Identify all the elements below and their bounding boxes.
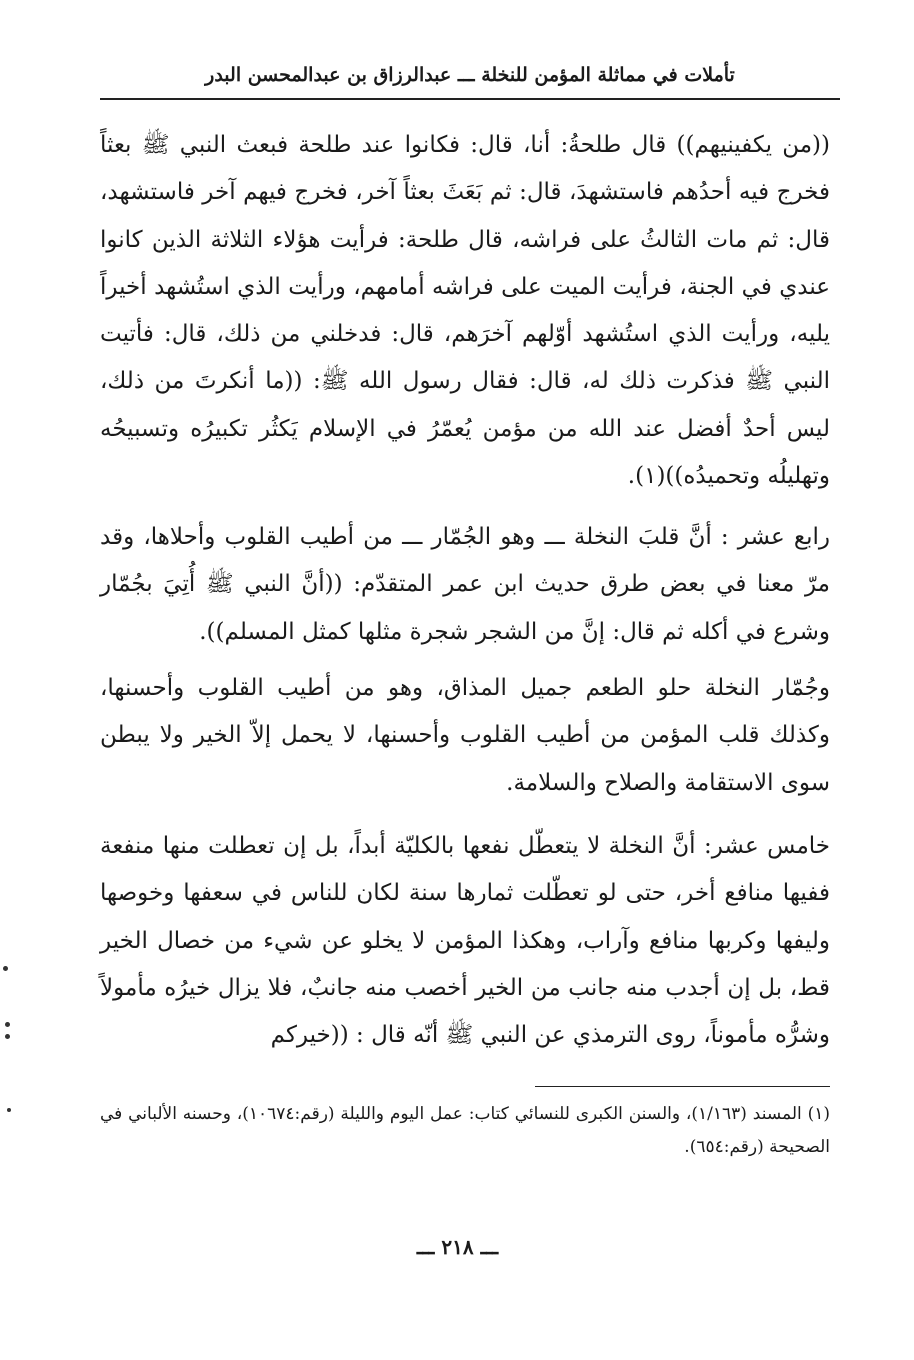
scan-speck-mark xyxy=(5,1022,10,1027)
page-number: ـــ ٢١٨ ـــ xyxy=(416,1235,499,1259)
paragraph-jummar-sweetness: وجُمّار النخلة حلو الطعم جميل المذاق، وهو من أطيب القلوب وأحسنها، وكذلك قلب المؤمن من أطيب القلوب وأحسنها، لا يحمل إلاّ الخير ولا يبطن سوى الاستقامة والصلاح والسلامة. xyxy=(100,675,830,796)
paragraph-talha-hadith: ((من يكفينيهم)) قال طلحةُ: أنا، قال: فكانوا عند طلحة فبعث النبي ﷺ بعثاً فخرج فيه أحدُهم فاستشهدَ، قال: ثم بَعَثَ بعثاً آخر، فخرج فيهم آخر فاستشهد، قال: ثم مات الثالثُ على فراشه، قال طلحة: فرأيت هؤلاء الثلاثة الذين كانوا عندي في الجنة، فرأيت الميت على فراشه أمامهم، ورأيت الذي استُشهد أخيراً يليه، ورأيت الذي استُشهد أوّلهم آخرَهم، قال: فدخلني من ذلك، قال: فأتيت النبي ﷺ فذكرت ذلك له، قال: فقال رسول الله ﷺ: ((ما أنكرتَ من ذلك، ليس أحدٌ أفضل عند الله من مؤمن يُعمّرُ في الإسلام يَكثُر تكبيرُه وتسبيحُه وتهليلُه وتحميدُه))(١). xyxy=(100,132,830,490)
scan-speck-mark xyxy=(7,1108,11,1112)
running-header: تأملات في مماثلة المؤمن للنخلة ـــ عبدالرزاق بن عبدالمحسن البدر xyxy=(205,64,735,86)
paragraph-fourteenth-point: رابع عشر : أنَّ قلبَ النخلة ـــ وهو الجُمّار ـــ من أطيب القلوب وأحلاها، وقد مرّ معنا في بعض طرق حديث ابن عمر المتقدّم: ((أنَّ النبي ﷺ أُتِيَ بجُمّار وشرع في أكله ثم قال: إنَّ من الشجر شجرة مثلها كمثل المسلم)). xyxy=(100,524,830,645)
header-divider xyxy=(100,98,840,100)
scan-speck-mark xyxy=(5,1034,10,1039)
footnote-divider xyxy=(535,1086,830,1087)
paragraph-fifteenth-point: خامس عشر: أنَّ النخلة لا يتعطّل نفعها بالكليّة أبداً، بل إن تعطلت منها منفعة ففيها منافع أخر، حتى لو تعطّلت ثمارها سنة لكان للناس في سعفها وخوصها وليفها وكربها منافع وآراب، وهكذا المؤمن لا يخلو عن شيء من خصال الخير قط، بل إن أجدب منه جانب من الخير أخصب منه جانبٌ، فلا يزال خيرُه مأمولاً وشرُّه مأموناً، روى الترمذي عن النبي ﷺ أنّه قال : ((خيركم xyxy=(100,833,830,1049)
footnote: (١) المسند (١/١٦٣)، والسنن الكبرى للنسائي كتاب: عمل اليوم والليلة (رقم:١٠٦٧٤)، وحسنه الألباني في الصحيحة (رقم:٦٥٤). xyxy=(100,1104,830,1157)
scan-speck-mark xyxy=(3,966,8,971)
